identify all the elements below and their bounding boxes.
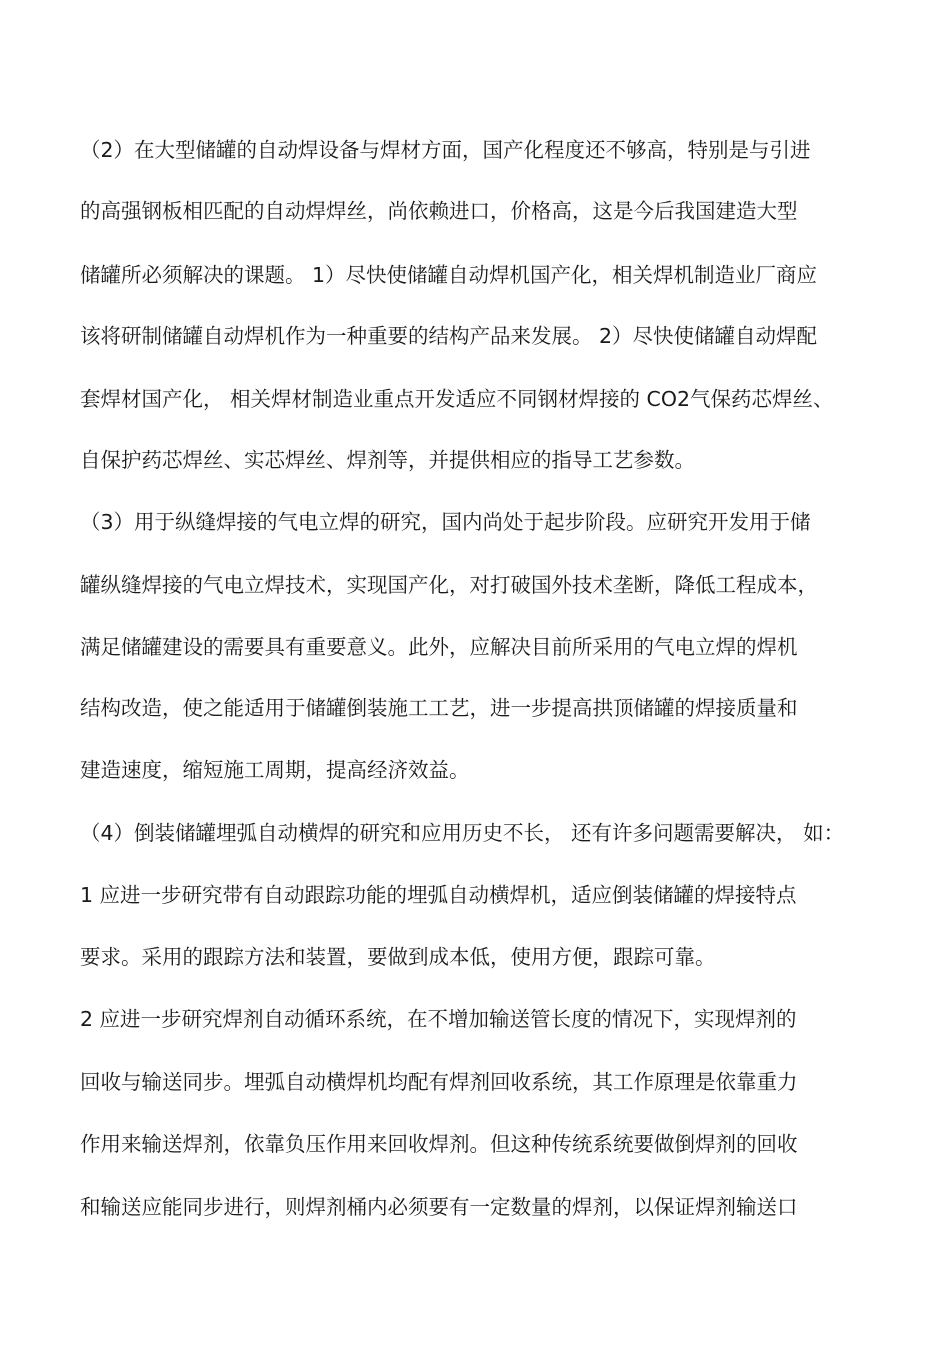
text-line: 罐纵缝焊接的气电立焊技术，实现国产化，对打破国外技术垄断，降低工程成本， [80,573,818,597]
text-line: 自保护药芯焊丝、实芯焊丝、焊剂等，并提供相应的指导工艺参数。 [80,448,695,472]
text-line: （4）倒装储罐埋弧自动横焊的研究和应用历史不长， 还有许多问题需要解决， 如： [80,821,845,845]
text-line: 的高强钢板相匹配的自动焊焊丝，尚依赖进口，价格高，这是今后我国建造大型 [80,199,798,223]
text-line: 建造速度，缩短施工周期，提高经济效益。 [80,758,470,782]
text-line: （2）在大型储罐的自动焊设备与焊材方面，国产化程度还不够高，特别是与引进 [80,138,811,162]
text-line: 结构改造，使之能适用于储罐倒装施工工艺，进一步提高拱顶储罐的焊接质量和 [80,696,798,720]
text-line: 2 应进一步研究焊剂自动循环系统，在不增加输送管长度的情况下，实现焊剂的 [80,1007,797,1031]
text-line: 储罐所必须解决的课题。 1）尽快使储罐自动焊机国产化，相关焊机制造业厂商应 [80,263,818,287]
text-line: 套焊材国产化， 相关焊材制造业重点开发适应不同钢材焊接的 CO2气保药芯焊丝、 [80,387,834,411]
text-line: 和输送应能同步进行，则焊剂桶内必须要有一定数量的焊剂，以保证焊剂输送口 [80,1195,798,1219]
text-line: （3）用于纵缝焊接的气电立焊的研究，国内尚处于起步阶段。应研究开发用于储 [80,510,811,534]
text-line: 满足储罐建设的需要具有重要意义。此外，应解决目前所采用的气电立焊的焊机 [80,635,798,659]
text-line: 回收与输送同步。埋弧自动横焊机均配有焊剂回收系统，其工作原理是依靠重力 [80,1070,798,1094]
text-line: 要求。采用的跟踪方法和装置，要做到成本低，使用方便，跟踪可靠。 [80,945,716,969]
text-line: 作用来输送焊剂，依靠负压作用来回收焊剂。但这种传统系统要做倒焊剂的回收 [80,1132,798,1156]
text-line: 该将研制储罐自动焊机作为一种重要的结构产品来发展。 2）尽快使储罐自动焊配 [80,324,818,348]
text-line: 1 应进一步研究带有自动跟踪功能的埋弧自动横焊机，适应倒装储罐的焊接特点 [80,883,797,907]
